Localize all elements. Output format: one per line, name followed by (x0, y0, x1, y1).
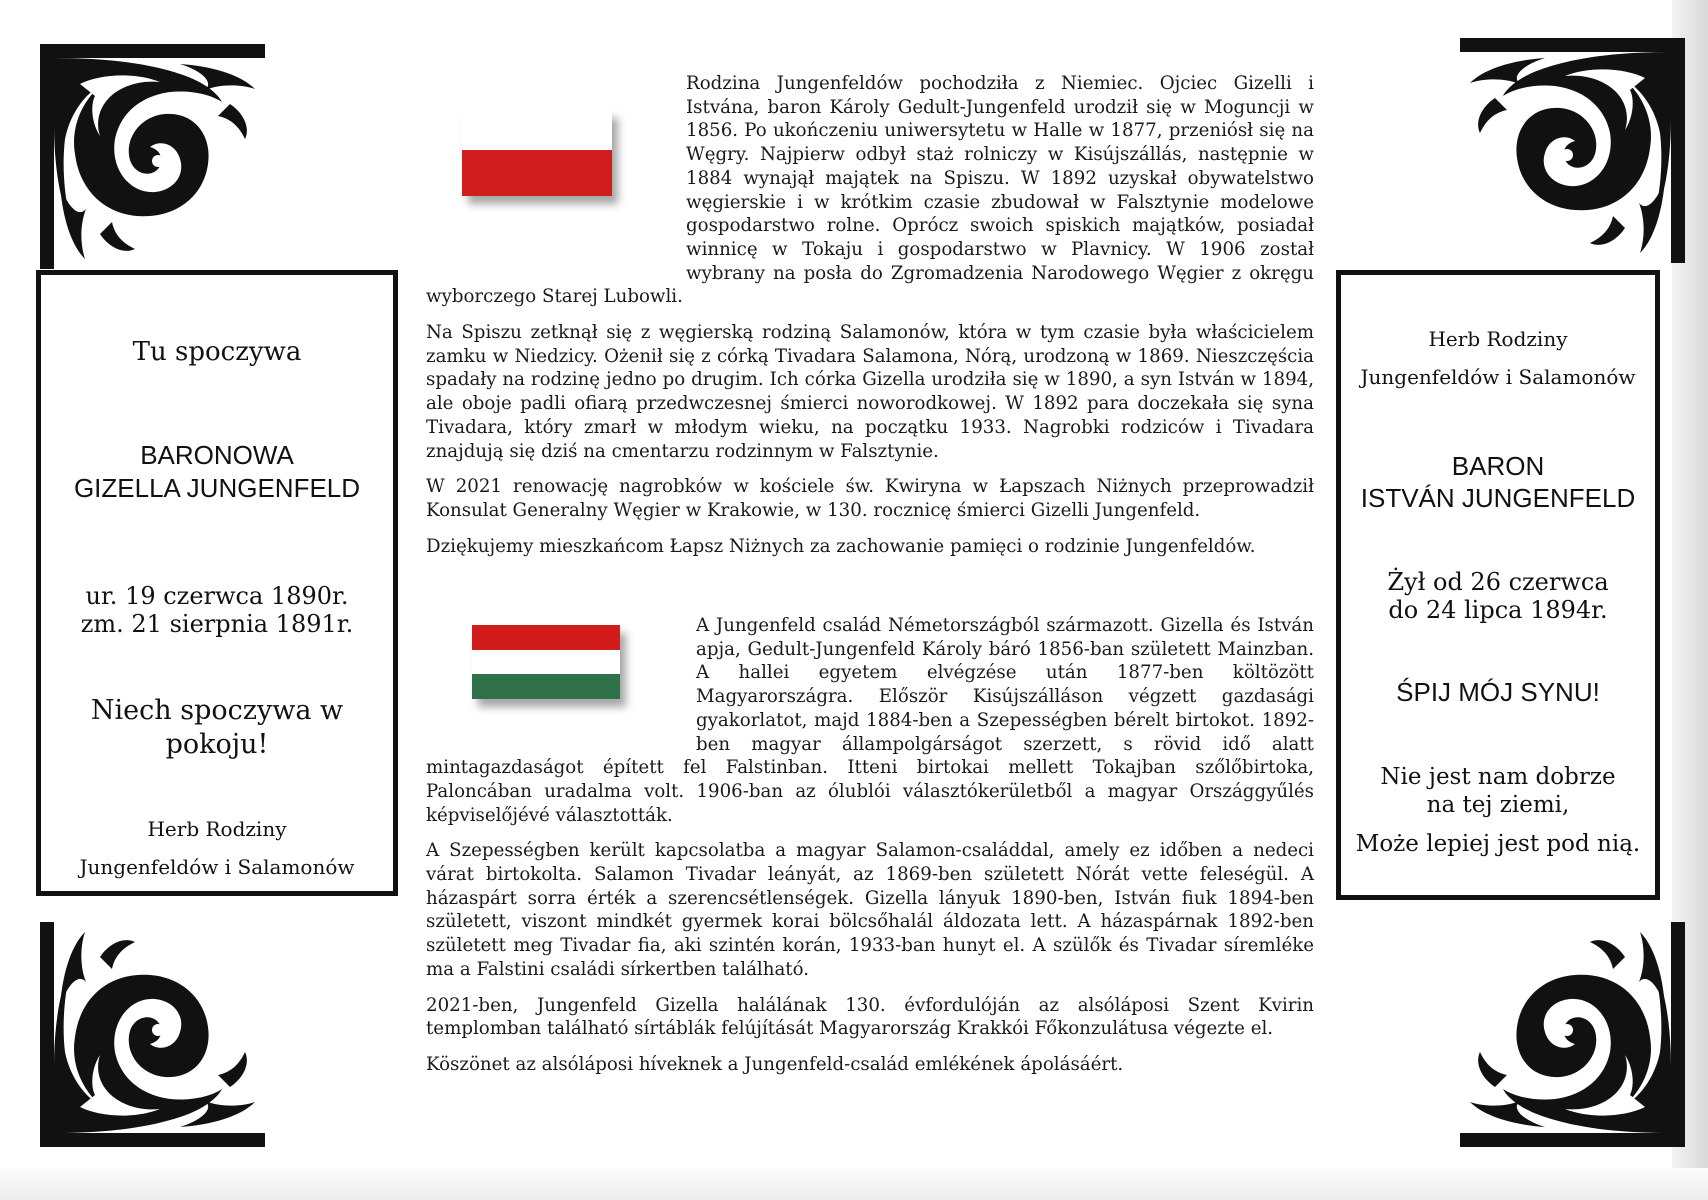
right-panel-name-line1: BARON (1451, 451, 1545, 481)
right-panel-verse-line3: Może lepiej jest pod nią. (1355, 831, 1641, 857)
scroll-ornament-icon (1460, 922, 1685, 1147)
corner-ornament-bottom-right (1460, 922, 1685, 1147)
left-panel-death-date: zm. 21 sierpnia 1891r. (80, 610, 354, 638)
right-panel-verse-line2: na tej ziemi, (1426, 792, 1570, 818)
polish-text-block (426, 72, 1314, 570)
left-panel-herb-line1: Herb Rodziny (147, 817, 287, 841)
right-panel-verse-line1: Nie jest nam dobrze (1380, 764, 1616, 790)
right-panel-herb-line2: Jungenfeldów i Salamonów (1360, 365, 1636, 389)
polish-paragraph-4: Dziękujemy mieszkańcom Łapsz Niżnych za zachowanie pamięci o rodzinie Jungenfeldów. (426, 535, 1256, 557)
left-panel-epitaph-line2: pokoju! (165, 729, 269, 760)
right-panel-lived-line1: Żył od 26 czerwca (1387, 568, 1609, 596)
right-panel-name-line2: ISTVÁN JUNGENFELD (1360, 483, 1636, 513)
corner-ornament-top-right (1460, 38, 1685, 263)
right-memorial-panel (1336, 270, 1660, 900)
scroll-ornament-icon (1460, 38, 1685, 263)
hungarian-paragraph-4: Köszönet az alsóláposi híveknek a Jungenfeld-család emlékének ápolásáért. (426, 1053, 1124, 1075)
hungarian-text-block (426, 614, 1314, 1089)
left-panel-birth-date: ur. 19 czerwca 1890r. (85, 582, 349, 610)
polish-paragraph-2: Na Spiszu zetknął się z węgierską rodziną Salamonów, która w tym czasie była właścicielem zamku w Niedzicy. Ożenił się z córką Tivadara Salamona, Nórą, urodzoną w 1869. Nieszczęścia spadały na rodzinę jedno po drugim. Ich córka Gizella urodziła się w 1890, a syn István w 1894, ale oboje padli ofiarą przedwczesnej śmierci noworodkowej. W 1892 para doczekała się syna Tivadara, który zmarł w młodym wieku, na początku 1933. Nagrobki rodziców i Tivadara znajdują się dziś na cmentarzu rodzinnym w Falsztynie. (426, 322, 1314, 462)
page-bottom-edge (0, 1168, 1708, 1200)
scroll-ornament-icon (40, 44, 265, 269)
scroll-ornament-icon (40, 922, 265, 1147)
left-panel-epitaph-line1: Niech spoczywa w (90, 695, 344, 726)
right-panel-lived-line2: do 24 lipca 1894r. (1388, 596, 1608, 624)
polish-paragraph-3: W 2021 renowację nagrobków w kościele św. Kwiryna w Łapszach Niżnych przeprowadził Konsulat Generalny Węgier w Krakowie, w 130. rocznicę śmierci Gizelli Jungenfeld. (426, 476, 1314, 521)
polish-paragraph-1: Rodzina Jungenfeldów pochodziła z Niemiec. Ojciec Gizelli i Istvána, baron Károly Gedult-Jungenfeld urodził się w Moguncji w 1856. Po ukończeniu uniwersytetu w Halle w 1877, przeniósł się na Węgry. Najpierw odbył staż rolniczy w Kisújszállás, następnie w 1884 wynajął majątek na Spiszu. W 1892 uzyskał obywatelstwo węgierskie i w krótkim czasie zbudował w Falsztynie modelowe gospodarstwo rolne. Oprócz swoich spiskich majątków, posiadał winnicę w Tokaju i gospodarstwo w Plavnicy. W 1906 został wybrany na posła do Zgromadzenia Narodowego Węgier z okręgu wyborczego Starej Lubowli. (426, 73, 1314, 308)
corner-ornament-top-left (40, 44, 265, 269)
left-panel-name-line2: GIZELLA JUNGENFELD (73, 473, 361, 503)
left-panel-title: Tu spoczywa (132, 337, 302, 367)
right-panel-herb-line1: Herb Rodziny (1428, 327, 1568, 351)
hungarian-paragraph-2: A Szepességben került kapcsolatba a magyar Salamon-családdal, amely ez időben a nedeci várat birtokolta. Salamon Tivadar leányát, az 1869-ben született Nórát vette feleségül. A házaspárt sorra érték a szerencsétlenségek. Gizella lányuk 1890-ben, István fiuk 1894-ben született, viszont mindkét gyermek korai bölcsőhalál áldozata lett. A házaspárnak 1892-ben született meg Tivadar fia, aki szintén korán, 1933-ban hunyt el. A szülők és Tivadar síremléke ma a Falstini családi sírkertben található. (426, 840, 1314, 980)
right-panel-epitaph: ŚPIJ MÓJ SYNU! (1396, 677, 1600, 707)
left-memorial-panel (36, 270, 398, 896)
left-panel-herb-line2: Jungenfeldów i Salamonów (79, 855, 355, 879)
hungarian-paragraph-1: A Jungenfeld család Németországból származott. Gizella és István apja, Gedult-Jungenfeld Károly báró 1856-ban született Mainzban. A hallei egyetem elvégzése után 1877-ben költözött Magyarországra. Először Kisújszálláson végzett gazdasági gyakorlatot, majd 1884-ben a Szepességben bérelt birtokot. 1892-ben magyar állampolgárságot szerzett, s rövid idő alatt mintagazdaságot épített fel Falstinban. Itteni birtokai mellett Tokajban szőlőbirtoka, Paloncában uradalma volt. 1906-ban az ólublói választókerületből a magyar Országgyűlés képviselőjévé választották. (426, 615, 1314, 826)
left-panel-name-line1: BARONOWA (140, 440, 294, 470)
corner-ornament-bottom-left (40, 922, 265, 1147)
hungarian-paragraph-3: 2021-ben, Jungenfeld Gizella halálának 130. évfordulóján az alsóláposi Szent Kvirin templomban található sírtáblák felújítását Magyarország Krakkói Főkonzulátusa végezte el. (426, 994, 1314, 1040)
